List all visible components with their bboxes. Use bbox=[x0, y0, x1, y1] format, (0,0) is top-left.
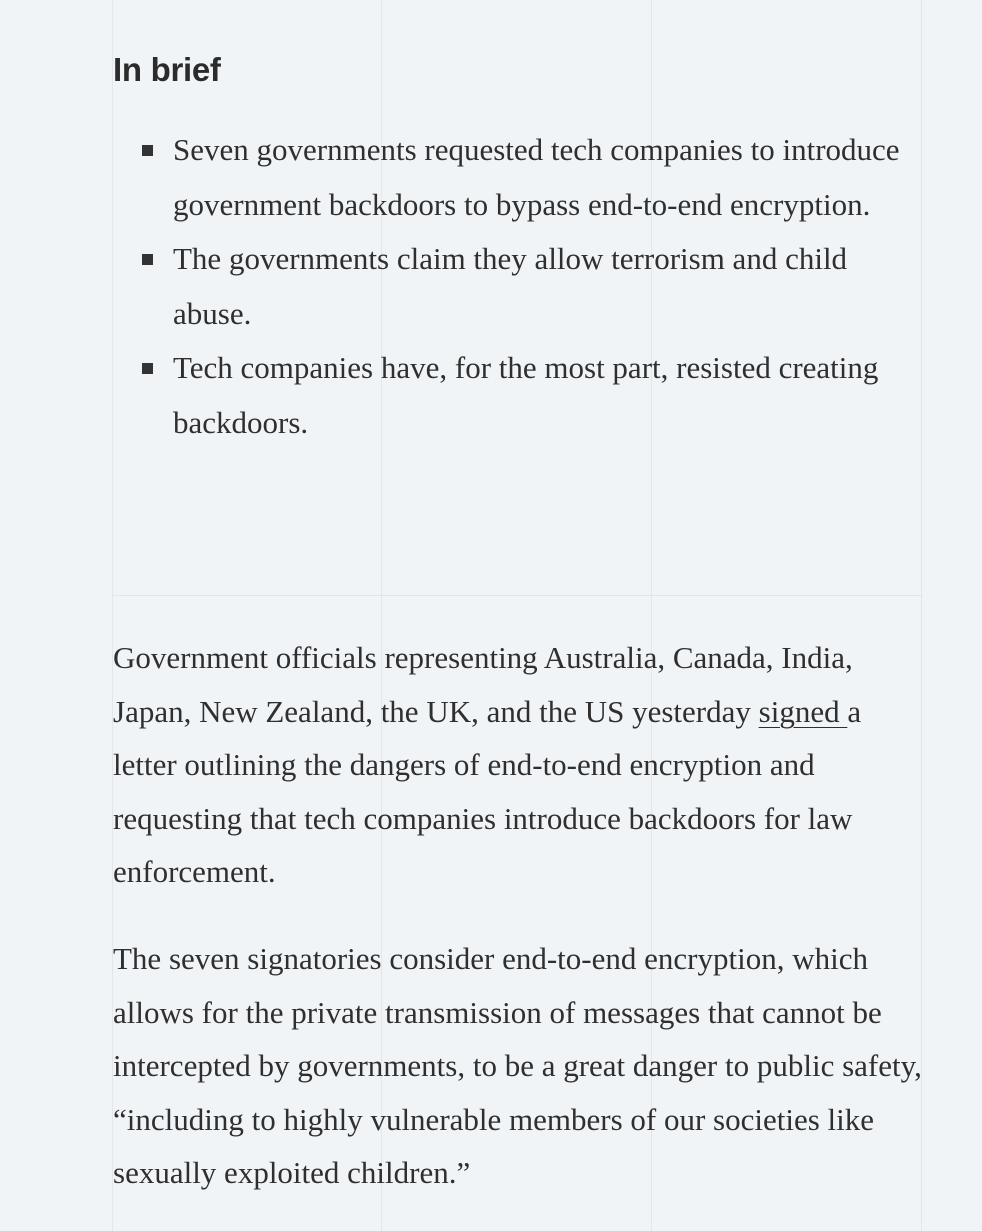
square-bullet-icon bbox=[142, 145, 153, 156]
in-brief-item bbox=[141, 232, 911, 341]
in-brief-heading: In brief bbox=[113, 51, 221, 88]
article-paragraph: The seven signatories consider end-to-end encryption, which allows for the private transmission of messages that cannot be intercepted by governments, to be a great danger to public safety, “including to highly vulnerable members of our societies like sexually exploited children.” bbox=[113, 941, 922, 1190]
square-bullet-icon bbox=[142, 254, 153, 265]
in-brief-item-text: The governments claim they allow terrorism and child abuse. bbox=[173, 241, 848, 331]
paragraph-text: a letter outlining the dangers of end-to-end encryption and requesting that tech companies introduce backdoors for law enforcement. bbox=[113, 693, 862, 889]
in-brief-item-text: Tech companies have, for the most part, resisted creating backdoors. bbox=[173, 350, 879, 440]
in-brief-list bbox=[141, 123, 911, 450]
in-brief-item-text: Seven governments requested tech companies to introduce government backdoors to bypass end-to-end encryption. bbox=[173, 132, 900, 222]
in-brief-item bbox=[141, 123, 911, 232]
square-bullet-icon bbox=[142, 363, 153, 374]
paragraph-text: Government officials representing Australia, Canada, India, Japan, New Zealand, the UK, and the US yesterday bbox=[113, 640, 853, 729]
signed-letter-link[interactable]: signed bbox=[758, 693, 848, 729]
section-divider bbox=[113, 595, 923, 596]
in-brief-item bbox=[141, 341, 911, 450]
article-paragraph bbox=[113, 631, 923, 899]
